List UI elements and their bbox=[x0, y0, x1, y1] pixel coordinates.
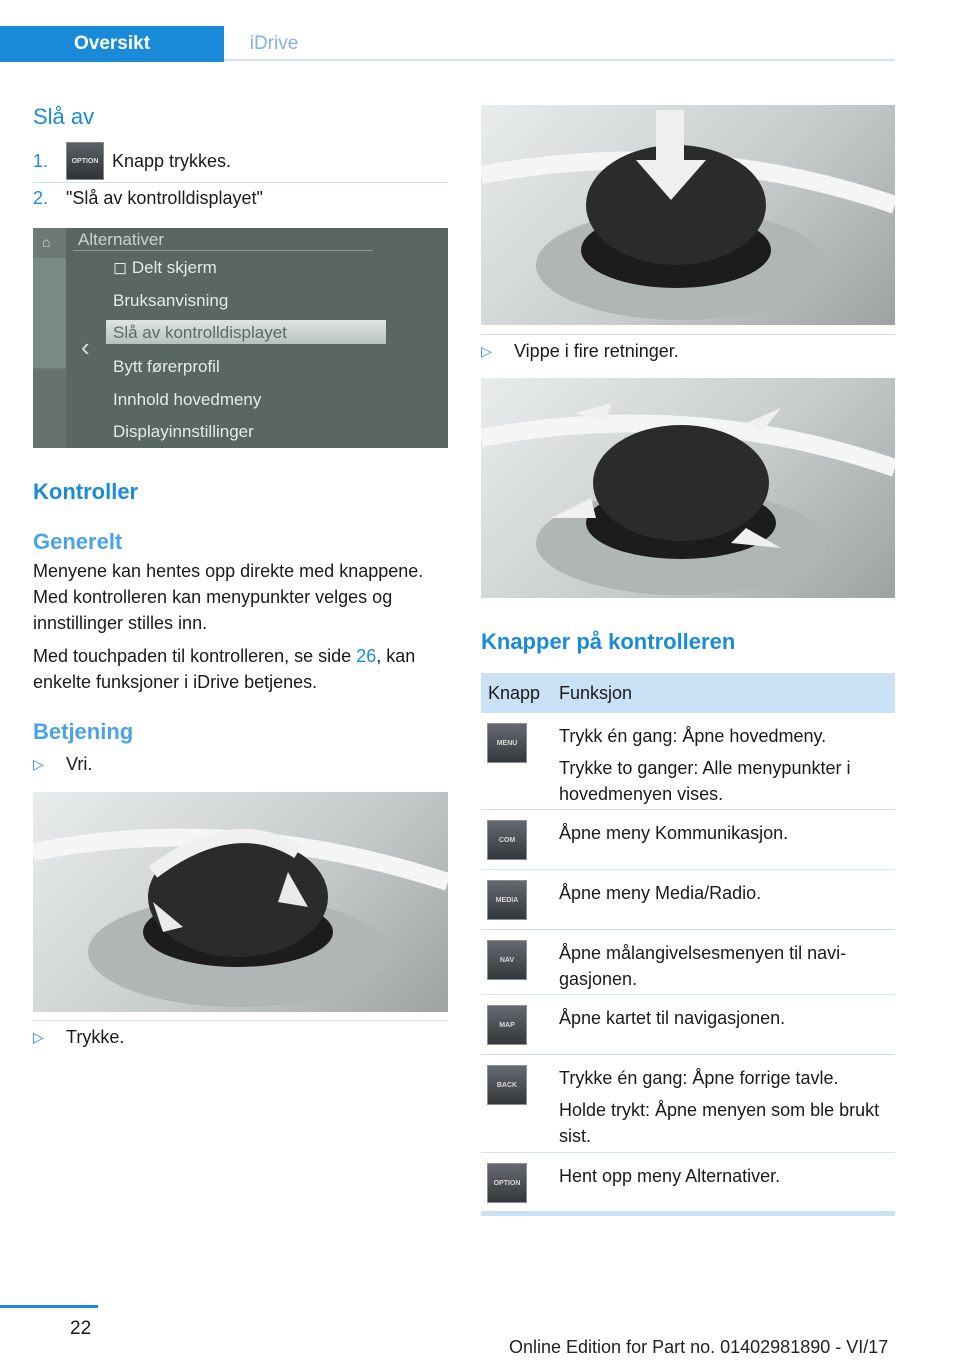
screen-item-selected: Slå av kontrolldisplayet bbox=[113, 323, 287, 342]
table-row: COM Åpne meny Kommunikasjon. bbox=[481, 809, 895, 869]
controller-tilt-photo bbox=[481, 378, 895, 598]
table-row: MEDIA Åpne meny Media/Radio. bbox=[481, 869, 895, 929]
com-button-icon: COM bbox=[487, 820, 527, 860]
step-1 bbox=[33, 140, 448, 182]
bullet-trykke: ▷ Trykke. bbox=[33, 1020, 448, 1054]
table-row: OPTION Hent opp meny Alternativer. bbox=[481, 1152, 895, 1211]
heading-knapper: Knapper på kontrolleren bbox=[481, 629, 736, 654]
tab-oversikt[interactable]: Oversikt bbox=[0, 26, 224, 62]
footer-line bbox=[0, 1305, 98, 1308]
table-header bbox=[481, 673, 895, 713]
screen-item: ◻ Delt skjerm bbox=[113, 258, 217, 277]
header-tabs bbox=[0, 26, 895, 62]
col-funksjon: Funksjon bbox=[559, 682, 633, 703]
table-row: MAP Åpne kartet til navigasjonen. bbox=[481, 994, 895, 1054]
heading-betjening: Betjening bbox=[33, 719, 134, 744]
step-text: "Slå av kontrolldisplayet" bbox=[66, 188, 263, 208]
screen-sidebar bbox=[33, 228, 66, 448]
footer-edition: Online Edition for Part no. 01402981890 - VI/17 bbox=[509, 1337, 889, 1357]
screen-item: Displayinnstillinger bbox=[113, 422, 254, 441]
bullet-vri: ▷ Vri. bbox=[33, 753, 93, 774]
step-2 bbox=[33, 182, 448, 214]
page-number: 22 bbox=[70, 1318, 92, 1339]
heading-slaa-av: Slå av bbox=[33, 104, 95, 129]
options-screen-image bbox=[33, 228, 448, 448]
screen-item: Bruksanvisning bbox=[113, 291, 229, 310]
page-link[interactable]: 26 bbox=[356, 646, 377, 666]
tab-underline bbox=[224, 59, 895, 61]
table-bottom-bar bbox=[481, 1211, 895, 1216]
bullet-vippe: ▷ Vippe i fire retninger. bbox=[481, 334, 895, 368]
table-row: NAV Åpne målangivelsesmenyen til navigasjonen. bbox=[481, 929, 895, 994]
triangle-bullet-icon: ▷ bbox=[33, 1029, 44, 1045]
screen-item: Bytt førerprofil bbox=[113, 357, 220, 376]
option-button-icon: OPTION bbox=[487, 1163, 527, 1203]
screen-item: Innhold hovedmeny bbox=[113, 390, 262, 409]
controller-press-photo bbox=[481, 105, 895, 325]
paragraph-generelt: Menyene kan hentes opp direkte med knappene. Med kontrolleren kan menypunkter velges og innstillinger stilles inn. bbox=[33, 561, 424, 633]
step-number: 1. bbox=[33, 150, 49, 171]
tab-idrive[interactable]: iDrive bbox=[249, 33, 299, 54]
screen-title: Alternativer bbox=[78, 230, 164, 249]
menu-button-icon: MENU bbox=[487, 723, 527, 763]
col-knapp: Knapp bbox=[488, 682, 541, 703]
paragraph-touchpad: Med touchpaden til kontrolleren, se side 26, kan enkelte funksjoner i iDrive betjenes. bbox=[33, 646, 416, 692]
step-text: Knapp trykkes. bbox=[112, 150, 232, 171]
option-button-icon: OPTION bbox=[66, 142, 104, 180]
home-icon: ⌂ bbox=[42, 234, 51, 250]
controller-rotate-photo bbox=[33, 792, 448, 1012]
step-number: 2. bbox=[33, 188, 49, 208]
button-table bbox=[481, 673, 895, 1216]
chevron-left-icon: ‹ bbox=[81, 332, 90, 362]
media-button-icon: MEDIA bbox=[487, 880, 527, 920]
steps-list bbox=[33, 140, 448, 214]
triangle-bullet-icon: ▷ bbox=[481, 343, 492, 359]
back-button-icon: BACK bbox=[487, 1065, 527, 1105]
heading-kontroller: Kontroller bbox=[33, 479, 139, 504]
map-button-icon: MAP bbox=[487, 1005, 527, 1045]
table-row: MENU Trykk én gang: Åpne hovedmeny. Trykke to ganger: Alle menypunkter i hovedmenyen vises. bbox=[481, 713, 895, 809]
table-row: BACK Trykke én gang: Åpne forrige tavle. Holde trykt: Åpne menyen som ble brukt sist. bbox=[481, 1054, 895, 1152]
nav-button-icon: NAV bbox=[487, 940, 527, 980]
triangle-bullet-icon: ▷ bbox=[33, 755, 44, 772]
heading-generelt: Generelt bbox=[33, 529, 123, 554]
